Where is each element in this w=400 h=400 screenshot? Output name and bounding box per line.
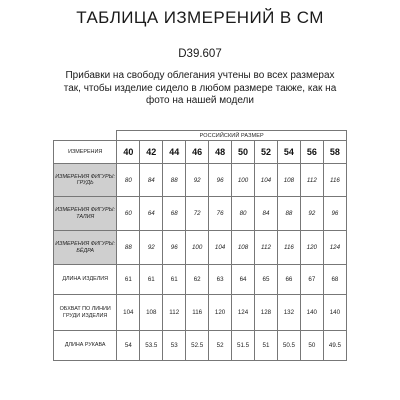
measurement-value-cell: 76 — [209, 197, 232, 231]
measurement-value-cell: 61 — [163, 265, 186, 295]
measurement-label-cell: ДЛИНА РУКАВА — [54, 331, 117, 361]
measurement-value-cell: 51 — [255, 331, 278, 361]
measurement-value-cell: 140 — [323, 295, 346, 331]
size-table — [53, 130, 347, 361]
size-header-cell: 54 — [277, 141, 300, 164]
measurement-value-cell: 112 — [300, 164, 323, 197]
measurement-value-cell: 108 — [140, 295, 163, 331]
measurement-value-cell: 84 — [140, 164, 163, 197]
fit-note: Прибавки на свободу облегания учтены во всех размерах так, чтобы изделие сидело в любом размере также, как на фото на нашей модели — [63, 70, 337, 106]
size-header-cell: 58 — [323, 141, 346, 164]
measurement-value-cell: 50.5 — [277, 331, 300, 361]
measurement-value-cell: 53.5 — [140, 331, 163, 361]
measurement-value-cell: 52 — [209, 331, 232, 361]
measurement-row — [54, 197, 347, 231]
measurement-value-cell: 112 — [163, 295, 186, 331]
measurement-value-cell: 80 — [232, 197, 255, 231]
product-code: D39.607 — [178, 48, 222, 60]
measurement-value-cell: 104 — [117, 295, 140, 331]
measurement-value-cell: 72 — [186, 197, 209, 231]
measurement-value-cell: 108 — [277, 164, 300, 197]
measurement-value-cell: 92 — [300, 197, 323, 231]
measurement-value-cell: 64 — [232, 265, 255, 295]
size-header-cell: 52 — [255, 141, 278, 164]
measurement-value-cell: 68 — [163, 197, 186, 231]
measurement-value-cell: 120 — [209, 295, 232, 331]
measurement-value-cell: 120 — [300, 231, 323, 265]
measurement-value-cell: 100 — [232, 164, 255, 197]
size-header-cell: 46 — [186, 141, 209, 164]
size-header-cell: 56 — [300, 141, 323, 164]
measurement-row — [54, 331, 347, 361]
measurement-value-cell: 88 — [117, 231, 140, 265]
measurement-value-cell: 100 — [186, 231, 209, 265]
measurement-label-cell: ИЗМЕРЕНИЯ ФИГУРЫ: БЁДРА — [54, 231, 117, 265]
measurement-label-cell: ОБХВАТ ПО ЛИНИИ ГРУДИ ИЗДЕЛИЯ — [54, 295, 117, 331]
measurement-value-cell: 116 — [323, 164, 346, 197]
measurement-value-cell: 54 — [117, 331, 140, 361]
measurement-value-cell: 62 — [186, 265, 209, 295]
corner-label-cell: ИЗМЕРЕНИЯ — [54, 141, 117, 164]
measurement-value-cell: 61 — [117, 265, 140, 295]
measurement-value-cell: 140 — [300, 295, 323, 331]
measurement-value-cell: 63 — [209, 265, 232, 295]
measurement-value-cell: 65 — [255, 265, 278, 295]
measurement-value-cell: 96 — [209, 164, 232, 197]
measurement-value-cell: 68 — [323, 265, 346, 295]
measurement-value-cell: 80 — [117, 164, 140, 197]
size-header-cell: 48 — [209, 141, 232, 164]
measurement-value-cell: 116 — [186, 295, 209, 331]
measurement-value-cell: 104 — [209, 231, 232, 265]
measurement-value-cell: 60 — [117, 197, 140, 231]
measurement-label-cell: ИЗМЕРЕНИЯ ФИГУРЫ: ТАЛИЯ — [54, 197, 117, 231]
measurement-row — [54, 265, 347, 295]
measurement-value-cell: 124 — [232, 295, 255, 331]
size-header-cell: 44 — [163, 141, 186, 164]
measurement-value-cell: 104 — [255, 164, 278, 197]
group-header-row — [54, 131, 347, 141]
measurement-value-cell: 50 — [300, 331, 323, 361]
measurement-value-cell: 92 — [186, 164, 209, 197]
measurement-value-cell: 88 — [277, 197, 300, 231]
sizes-header-row — [54, 141, 347, 164]
measurement-row — [54, 231, 347, 265]
blank-corner-cell — [54, 131, 117, 141]
measurement-value-cell: 88 — [163, 164, 186, 197]
measurement-value-cell: 64 — [140, 197, 163, 231]
measurement-value-cell: 108 — [232, 231, 255, 265]
measurement-value-cell: 49.5 — [323, 331, 346, 361]
measurement-value-cell: 92 — [140, 231, 163, 265]
measurement-value-cell: 61 — [140, 265, 163, 295]
page-title: ТАБЛИЦА ИЗМЕРЕНИЙ В СМ — [76, 8, 324, 27]
measurement-value-cell: 84 — [255, 197, 278, 231]
measurement-row — [54, 164, 347, 197]
measurement-label-cell: ДЛИНА ИЗДЕЛИЯ — [54, 265, 117, 295]
measurement-row — [54, 295, 347, 331]
measurement-value-cell: 66 — [277, 265, 300, 295]
measurement-label-cell: ИЗМЕРЕНИЯ ФИГУРЫ: ГРУДЬ — [54, 164, 117, 197]
measurement-value-cell: 53 — [163, 331, 186, 361]
size-header-cell: 50 — [232, 141, 255, 164]
size-header-cell: 40 — [117, 141, 140, 164]
measurement-value-cell: 112 — [255, 231, 278, 265]
measurement-value-cell: 124 — [323, 231, 346, 265]
measurement-value-cell: 96 — [163, 231, 186, 265]
measurement-value-cell: 67 — [300, 265, 323, 295]
measurement-value-cell: 116 — [277, 231, 300, 265]
size-header-cell: 42 — [140, 141, 163, 164]
measurement-value-cell: 51.5 — [232, 331, 255, 361]
measurement-value-cell: 132 — [277, 295, 300, 331]
measurement-value-cell: 96 — [323, 197, 346, 231]
measurement-value-cell: 52.5 — [186, 331, 209, 361]
group-header-cell: РОССИЙСКИЙ РАЗМЕР — [117, 131, 347, 141]
measurement-value-cell: 128 — [255, 295, 278, 331]
